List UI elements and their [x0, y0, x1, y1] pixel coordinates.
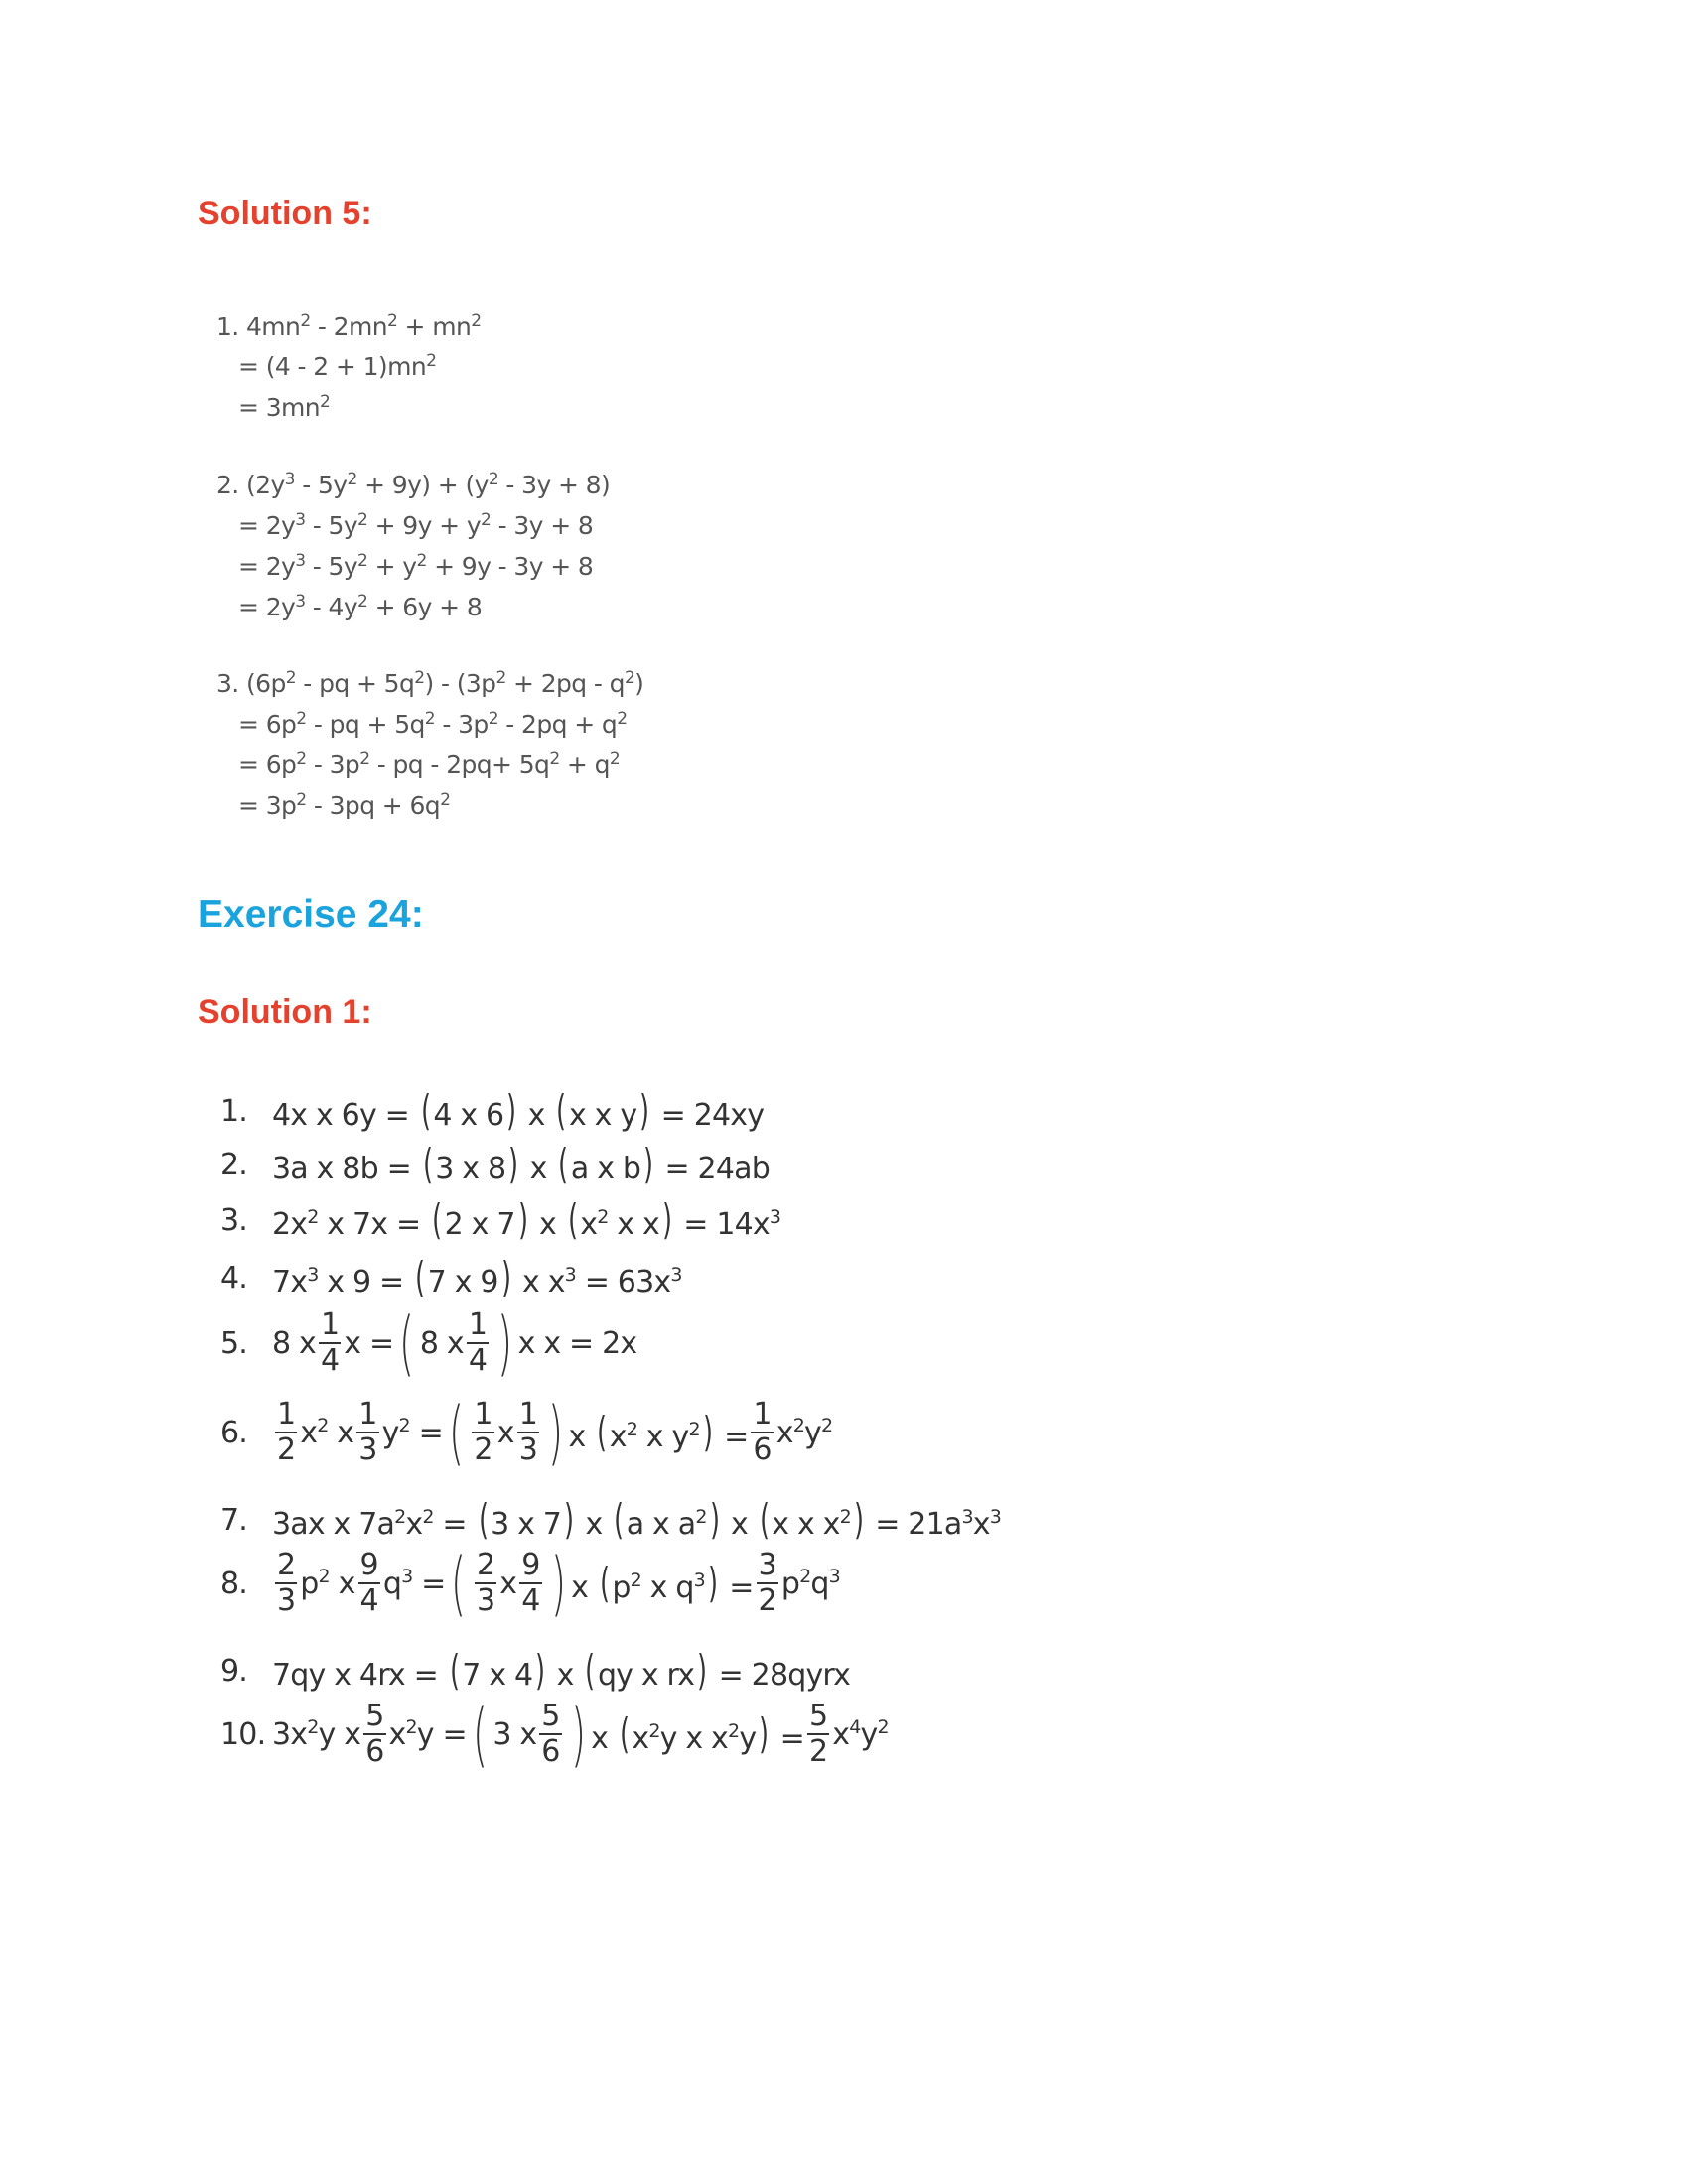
list-item: 3. $2x^2$ x 7x = ( 2 x 7) x ( $x^2$ x $x) = 14x^3$	[220, 1195, 781, 1244]
list-item: 7. 3ax x $7a^2x^2$ = ( 3 x 7) x ( a x $a^2$) x ( x x $x^2) = 21a^3x^3$	[220, 1495, 1002, 1544]
list-item: 10. $3x^2y$ x $\frac{5}{6}$ $x^2y$ = ( 3 x $\frac{5}{6}$ ) x ( $x^2y$ x $x^2y$) = $\frac{5}{2}$ $x^4y^2$	[220, 1694, 889, 1775]
solution-5-heading: Solution 5:	[198, 195, 372, 232]
list-item: 8. $\frac{2}{3}$ $p^2$ x $\frac{9}{4}$ $q^3$ = ( $\frac{2}{3}$ x $\frac{9}{4}$ ) x ( $p^2$ x $q^3$) = $\frac{3}{2}$ $p^2q^3$	[220, 1543, 840, 1624]
exercise-24-heading: Exercise 24:	[198, 893, 424, 936]
list-item: 5. 8 x $\frac{1}{4}$ x = ( 8 x $\frac{1}{4}$ ) x x = 2x	[220, 1302, 637, 1384]
solution-5-item-1: 1. $4mn^2 - 2mn^2 + mn^2$ = $(4 - 2 + 1)mn^2$ = $3mn^2$	[216, 311, 482, 422]
list-item: 6. $\frac{1}{2}$ $x^2$ x $\frac{1}{3}$ $y^2$ = ( $\frac{1}{2}$ x $\frac{1}{3}$ ) x ( $x^2$ x $y^2$) = $\frac{1}{6}$ $x^2y^2$	[220, 1392, 833, 1473]
list-item: 4. $7x^3$ x 9 = ( 7 x 9) x $x^3 = 63x^3$	[220, 1253, 682, 1301]
solution-1-heading: Solution 1:	[198, 993, 372, 1030]
solution-5-item-2: 2. $(2y^3 - 5y^2 + 9y) + (y^2 - 3y + 8)$ = $2y^3 - 5y^2 + 9y + y^2 - 3y + 8$ = $2y^3 - 5y^2 + y^2 + 9y - 3y + 8$ = $2y^3 - 4y^2 + 6y + 8$	[216, 470, 611, 621]
list-item: 9. 7qy x 4rx = ( 7 x 4) x ( qy x rx) = 28qyrx	[220, 1646, 851, 1695]
solution-5-item-3: 3. ($6p^2$ - pq + $5q^2) - (3p^2 + 2pq - q^2)$ = $6p^2$ - pq + $5q^2 - 3p^2 - 2pq + q^2$ = $6p^2 - 3p^2$ - pq - $2pq+ 5q^2 + q^2$ = $3p^2 - 3pq + 6q^2$	[216, 668, 644, 820]
list-item: 1. 4x x 6y = ( 4 x 6) x ( x x y) = 24xy	[220, 1086, 765, 1135]
list-item: 2. 3a x 8b = ( 3 x 8) x ( a x b) = 24ab	[220, 1140, 770, 1188]
